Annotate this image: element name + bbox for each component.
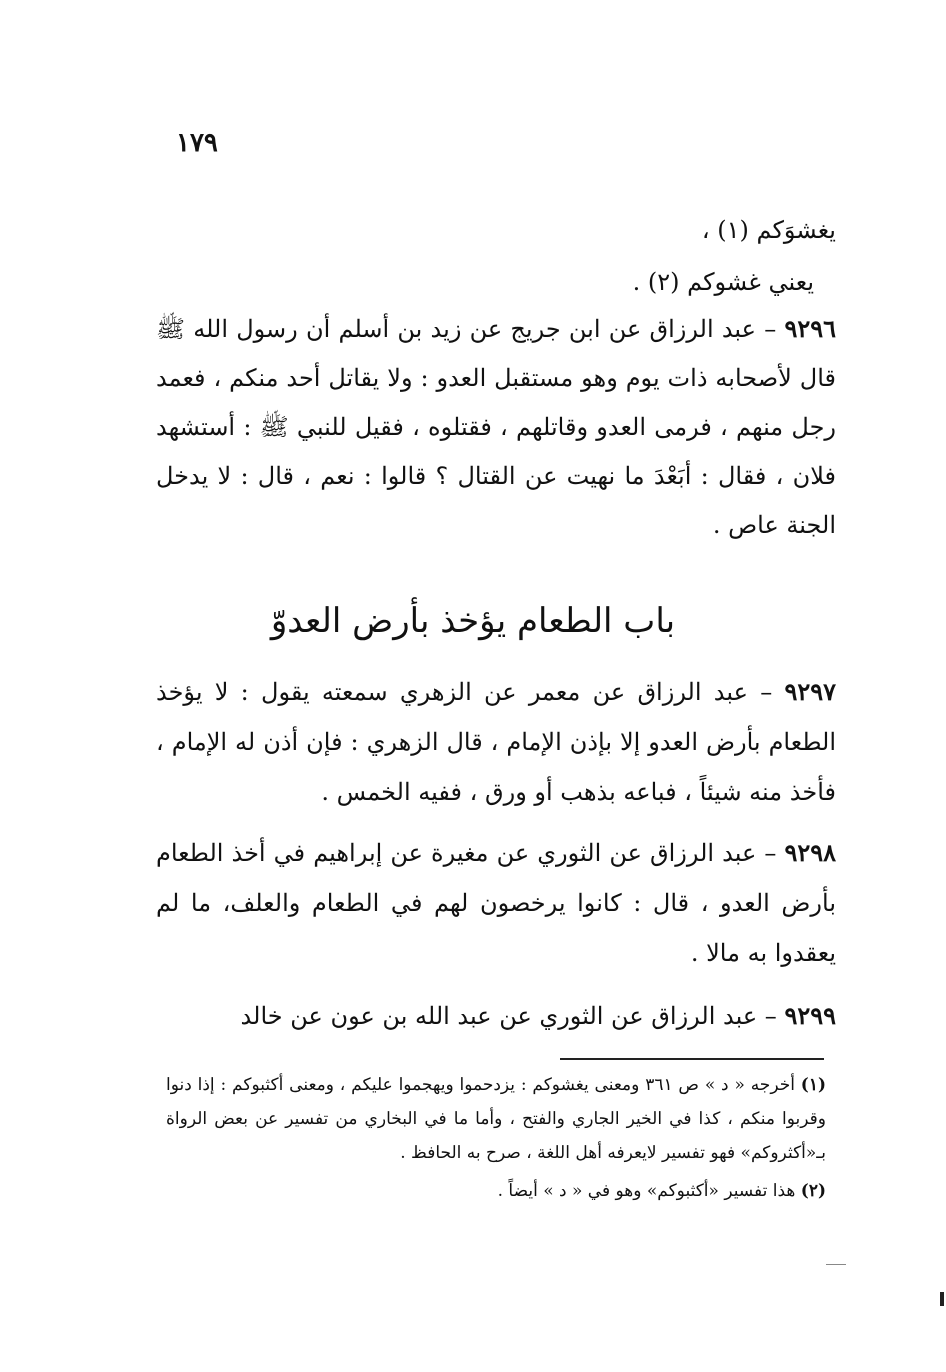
hadith-number: ٩٢٩٩ [784,1001,836,1030]
hadith-text: – عبد الرزاق عن الثوري عن مغيرة عن إبراهيم في أخذ الطعام بأرض العدو ، قال : كانوا يرخصون لهم في الطعام والعلف، ما لم يعقدوا به مالا . [156,839,836,967]
footnote-2 [166,1174,826,1208]
footnote-text: هذا تفسير «أكثبوكم» وهو في « د » أيضاً . [497,1181,801,1201]
hadith-number: ٩٢٩٧ [784,677,836,706]
footnote-1 [166,1068,826,1170]
footnote-divider [560,1058,824,1060]
continuation-text [156,204,836,308]
hadith-9296 [156,304,836,550]
page-number: ١٧٩ [176,128,218,158]
hadith-text: – عبد الرزاق عن معمر عن الزهري سمعته يقول : لا يؤخذ الطعام بأرض العدو إلا بإذن الإمام ، قال الزهري : فإن أذن له الإمام ، فأخذ منه شيئاً ، فباعه بذهب أو ورق ، ففيه الخمس . [156,678,836,806]
hadith-9299 [156,992,836,1040]
footnote-number: (١) [800,1075,826,1095]
chapter-title: باب الطعام يؤخذ بأرض العدوّ [270,601,676,641]
footnotes [166,1068,826,1208]
footnote-text: أخرجه « د » ص ٣٦١ ومعنى يغشوكم : يزدحموا ويهجموا عليكم ، ومعنى أكثبوكم : إذا دنوا وقربوا منكم ، كذا في الخير الجاري والفتح ، وأما ما في البخاري من تفسير عن بعض الرواة بـ«أكثروكم» فهو تفسير لايعرفه أهل اللغة ، صرح به الحافظ . [166,1075,826,1163]
continuation-line-2: يعني غشوكم (٢) . [632,268,814,296]
hadith-number: ٩٢٩٦ [784,314,836,343]
hadith-9297 [156,667,836,817]
hadith-text: – عبد الرزاق عن الثوري عن عبد الله بن عون عن خالد [240,1002,785,1030]
footnote-number: (٢) [800,1181,826,1201]
scan-artifact [940,1292,944,1306]
hadith-9298 [156,828,836,978]
hadith-text: – عبد الرزاق عن ابن جريج عن زيد بن أسلم أن رسول الله ﷺ قال لأصحابه ذات يوم وهو مستقبل العدو : ولا يقاتل أحد منكم ، فعمد رجل منهم ، فرمى العدو وقاتلهم ، فقتلوه ، فقيل للنبي ﷺ : أستشهد فلان ، فقال : أبَعْدَ ما نهيت عن القتال ؟ قالوا : نعم ، قال : لا يدخل الجنة عاص . [156,315,836,539]
continuation-line-1: يغشوَكم (١) ، [701,216,836,244]
scan-artifact [826,1264,846,1265]
hadith-number: ٩٢٩٨ [784,838,836,867]
